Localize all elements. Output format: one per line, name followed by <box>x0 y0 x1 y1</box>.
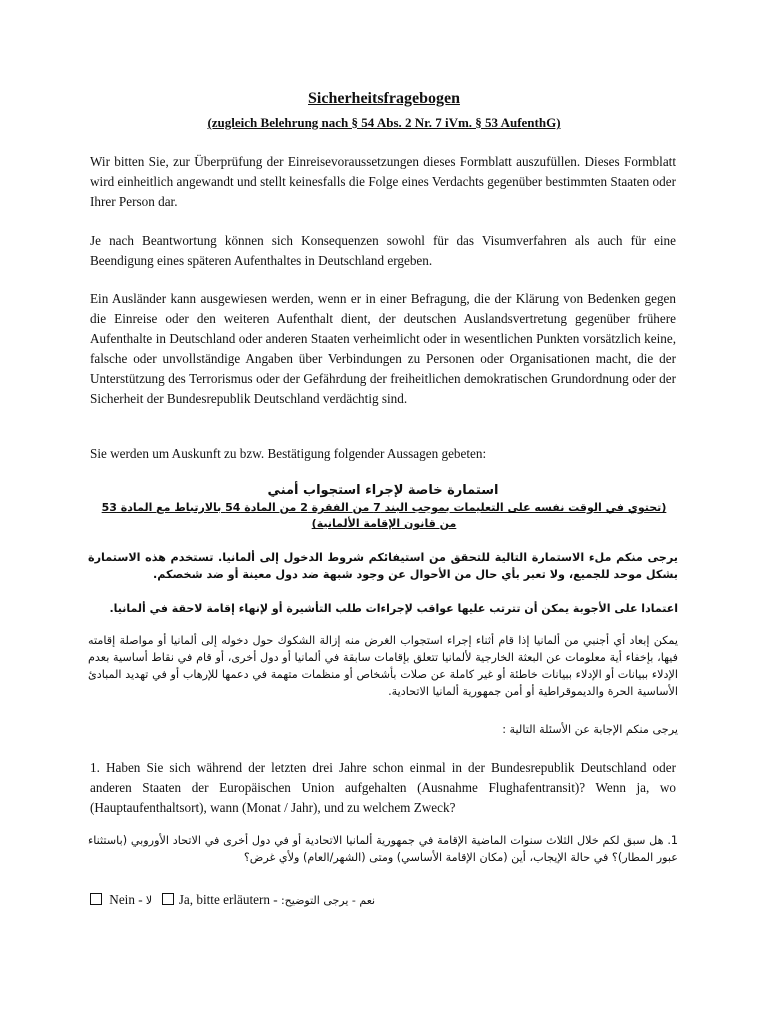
arabic-answer-request: يرجى منكم الإجابة عن الأسئلة التالية : <box>502 723 678 736</box>
checkbox-no[interactable] <box>90 893 102 905</box>
question-1-de: 1. Haben Sie sich während der letzten drei Jahre schon einmal in der Bundesrepublik Deutschland oder anderen Staaten der Europäischen Union aufgehalten (Ausnahme Flughafentransit)? Wenn ja, wo (Hauptaufenthaltsort), wann (Monat / Jahr), und zu welchem Zweck? <box>90 760 676 815</box>
document-title: Sicherheitsfragebogen <box>308 90 460 107</box>
paragraph-intro: Wir bitten Sie, zur Überprüfung der Einreisevoraussetzungen dieses Formblatt auszufüllen. Dieses Formblatt wird einheitlich angewandt und stellt keinesfalls die Folge eines Verdachts gegenüber bestimmten Staaten oder Ihrer Person dar. <box>90 154 676 209</box>
arabic-title: استمارة خاصة لإجراء استجواب أمني <box>267 483 499 498</box>
document-subtitle: (zugleich Belehrung nach § 54 Abs. 2 Nr. 7 iVm. § 53 AufenthG) <box>207 115 561 130</box>
arabic-subtitle: (تحتوي في الوقت نفسه على التعليمات بموجب البند 7 من الفقرة 2 من المادة 54 بالارتباط مع المادة 53 من قانون الإقامة الألمانية) <box>101 501 667 530</box>
option-yes-label-ar: نعم - يرجى التوضيح: <box>280 894 376 907</box>
paragraph-request: Sie werden um Auskunft zu bzw. Bestätigung folgender Aussagen gebeten: <box>90 446 487 461</box>
answer-options <box>90 890 676 911</box>
arabic-consequences: اعتمادا على الأجوبة يمكن أن تترتب عليها عواقب لإجراءات طلب التأشيرة أو لإنهاء إقامة لاحقة في ألمانيا. <box>109 602 678 615</box>
option-no-label: Nein - <box>109 892 143 907</box>
arabic-expulsion: يمكن إبعاد أي أجنبي من ألمانيا إذا قام أثناء إجراء استجواب الغرض منه إزالة الشكوك حول دخوله إلى ألمانيا أو مواصلة إقامته فيها، بإخفاء أية معلومات عن البعثة الخارجية لألمانيا تتعلق بإقامات سابقة في ألمانيا أو دول أخرى، أو قام في نقاط أساسية بعدم الإدلاء ببيانات أو الإدلاء ببيانات خاطئة أو غير كاملة عن صلات بأشخاص أو منظمات متهمة في دعمها للإرهاب أو في تهديد المبادئ الأساسية الحرة والديموقراطية أو أمن جمهورية ألمانيا الاتحادية. <box>88 634 678 698</box>
question-1-ar: 1. هل سبق لكم خلال الثلاث سنوات الماضية الإقامة في جمهورية ألمانيا الاتحادية أو في دول أخرى في الاتحاد الأوروبي (باستثناء عبور المطار)؟ في حالة الإيجاب، أين (مكان الإقامة الأساسي) ومتى (الشهر/العام) ولأي غرض؟ <box>88 834 678 864</box>
checkbox-yes[interactable] <box>162 893 174 905</box>
option-no-label-ar: لا <box>145 894 153 907</box>
paragraph-expulsion: Ein Ausländer kann ausgewiesen werden, wenn er in einer Befragung, die der Klärung von Bedenken gegen die Einreise oder den weiteren Aufenthalt dient, der deutschen Auslandsvertretung gegenüber frühere Aufenthalte in Deutschland oder anderen Staaten verheimlicht oder in wesentlichen Punkten vorsätzlich keine, falsche oder unvollständige Angaben über Verbindungen zu Personen oder Organisationen macht, die der Unterstützung des Terrorismus oder der Gefährdung der freiheitlichen demokratischen Grundordnung oder der Sicherheit der Bundesrepublik Deutschland verdächtig sind. <box>90 291 676 406</box>
option-yes-label: Ja, bitte erläutern - <box>178 892 278 907</box>
arabic-intro: يرجى منكم ملء الاستمارة التالية للتحقق من استيفائكم شروط الدخول إلى ألمانيا. تستخدم هذه الاستمارة بشكل موحد للجميع، ولا تعبر بأي حال من الأحوال عن وجود شبهة ضد دول معينة أو ضد شخصكم. <box>88 551 678 581</box>
paragraph-consequences: Je nach Beantwortung können sich Konsequenzen sowohl für das Visumverfahren als auch für eine Beendigung eines späteren Aufenthaltes in Deutschland ergeben. <box>90 233 676 268</box>
